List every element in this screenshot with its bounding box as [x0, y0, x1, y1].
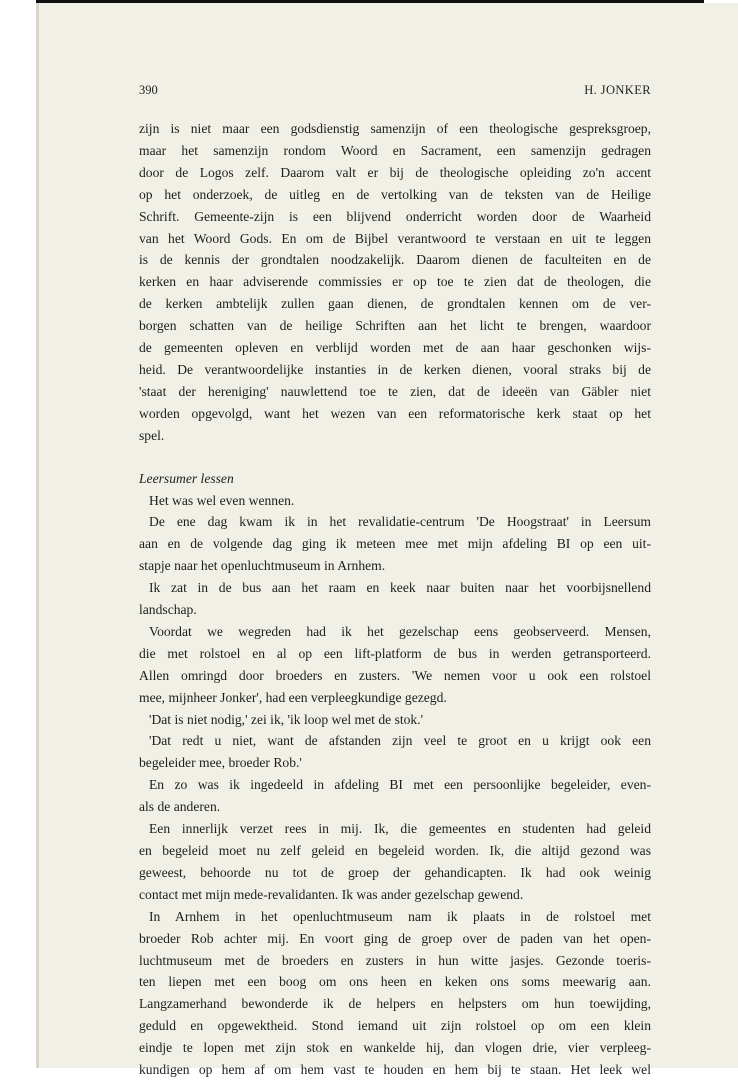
text-line: De ene dag kwam ik in het revalidatie-centrum 'De Hoogstraat' in Leersum: [149, 514, 651, 530]
text-line: 'Dat redt u niet, want de afstanden zijn veel te groot en u krijgt ook een: [149, 733, 651, 749]
text-line: van het Woord Gods. En om de Bijbel verantwoord te verstaan en uit te leggen: [139, 230, 651, 246]
text-line: Langzamerhand bewonderde ik de helpers en helpsters om hun toewijding,: [139, 996, 651, 1012]
paragraph: [139, 511, 651, 577]
text-line: In Arnhem in het openluchtmuseum nam ik plaats in de rolstoel met: [149, 908, 651, 924]
paragraph: [139, 118, 651, 447]
text-line: geweest, behoorde nu tot de groep der gehandicapten. Ik had ook weinig: [139, 864, 651, 880]
text-line: maar het samenzijn rondom Woord en Sacrament, een samenzijn gedragen: [139, 142, 651, 158]
text-line: Schrift. Gemeente-zijn is een blijvend onderricht worden door de Waarheid: [139, 208, 651, 224]
text-line: luchtmuseum met de broeders en zusters in hun witte jasjes. Gezonde toeris-: [139, 952, 651, 968]
text-line: mee, mijnheer Jonker', had een verpleegkundige gezegd.: [139, 689, 447, 705]
paragraph: [139, 709, 651, 731]
text-line: Allen omringd door broeders en zusters. 'We nemen voor u ook een rolstoel: [139, 667, 651, 683]
text-line: 'staat der hereniging' nauwlettend toe te zien, dat de ideeën van Gäbler niet: [139, 383, 651, 399]
text-line: 'Dat is niet nodig,' zei ik, 'ik loop wel met de stok.': [149, 711, 424, 727]
page-number: 390: [139, 83, 158, 97]
text-line: Ik zat in de bus aan het raam en keek naar buiten naar het voorbijsnellend: [149, 580, 651, 596]
text-line: stapje naar het openluchtmuseum in Arnhem.: [139, 558, 386, 574]
text-line: borgen schatten van de heilige Schriften aan het licht te brengen, waardoor: [139, 318, 651, 334]
text-line: eindje te lopen met zijn stok en wankelde hij, dan vlogen drie, vier verpleeg-: [139, 1040, 651, 1056]
text-line: door de Logos zelf. Daarom valt er bij de theologische opleiding zo'n accent: [139, 164, 651, 180]
text-line: de kerken ambtelijk zullen gaan dienen, de grondtalen kennen om de ver-: [139, 296, 651, 312]
body-text: [139, 118, 651, 1081]
text-line: zijn is niet maar een godsdienstig samenzijn of een theologische gespreksgroep,: [139, 121, 651, 136]
section-heading: Leersumer lessen: [139, 470, 234, 486]
paragraph: [139, 774, 651, 818]
text-line: ten liepen met een boog om ons heen en keken ons soms meewarig aan.: [139, 974, 651, 990]
text-line: spel.: [139, 427, 165, 443]
text-line: contact met mijn mede-revalidanten. Ik was ander gezelschap gewend.: [139, 886, 524, 902]
text-line: aan en de volgende dag ging ik meteen mee met mijn afdeling BI op een uit-: [139, 536, 651, 552]
paragraph: [139, 818, 651, 906]
text-line: geduld en opgewektheid. Stond iemand uit zijn rolstoel op om een klein: [139, 1018, 651, 1034]
text-line: die met rolstoel en al op een lift-platform de bus in werden getransporteerd.: [139, 645, 651, 661]
text-line: op het onderzoek, de uitleg en de vertolking van de teksten van de Heilige: [139, 186, 651, 202]
text-line: kerken en haar adviserende commissies er op toe te zien dat de theologen, die: [139, 274, 651, 290]
paragraph: [139, 730, 651, 774]
text-line: broeder Rob achter mij. En voort ging de groep over de paden van het open-: [139, 930, 651, 946]
text-line: worden opgevolgd, want het wezen van een reformatorische kerk staat op het: [139, 405, 651, 421]
text-line: kundigen op hem af om hem vast te houden en hem bij te staan. Het leek wel: [139, 1062, 651, 1078]
paragraph: [139, 621, 651, 709]
running-head-author: H. JONKER: [584, 83, 651, 97]
text-line: Voordat we wegreden had ik het gezelschap eens geobserveerd. Mensen,: [149, 623, 651, 639]
text-line: en begeleid moet nu zelf geleid en begeleid worden. Ik, die altijd gezond was: [139, 843, 651, 858]
page-gutter-shadow: [36, 3, 39, 1068]
text-line: Een innerlijk verzet rees in mij. Ik, die gemeentes en studenten had geleid: [149, 821, 651, 837]
text-line: is de kennis der grondtalen noodzakelijk. Daarom dienen de faculteiten en de: [139, 252, 651, 268]
text-line: begeleider mee, broeder Rob.': [139, 755, 302, 771]
paragraph: [139, 906, 651, 1081]
text-line: de gemeenten opleven en verblijd worden met de aan haar geschonken wijs-: [139, 340, 651, 356]
text-line: als de anderen.: [139, 799, 221, 815]
paragraph: [139, 490, 651, 512]
text-line: En zo was ik ingedeeld in afdeling BI met een persoonlijke begeleider, even-: [149, 777, 651, 793]
text-line: heid. De verantwoordelijke instanties in de kerken dienen, vooral straks bij de: [139, 361, 651, 377]
text-line: Het was wel even wennen.: [149, 492, 295, 508]
paragraph: [139, 577, 651, 621]
text-line: landschap.: [139, 602, 197, 618]
